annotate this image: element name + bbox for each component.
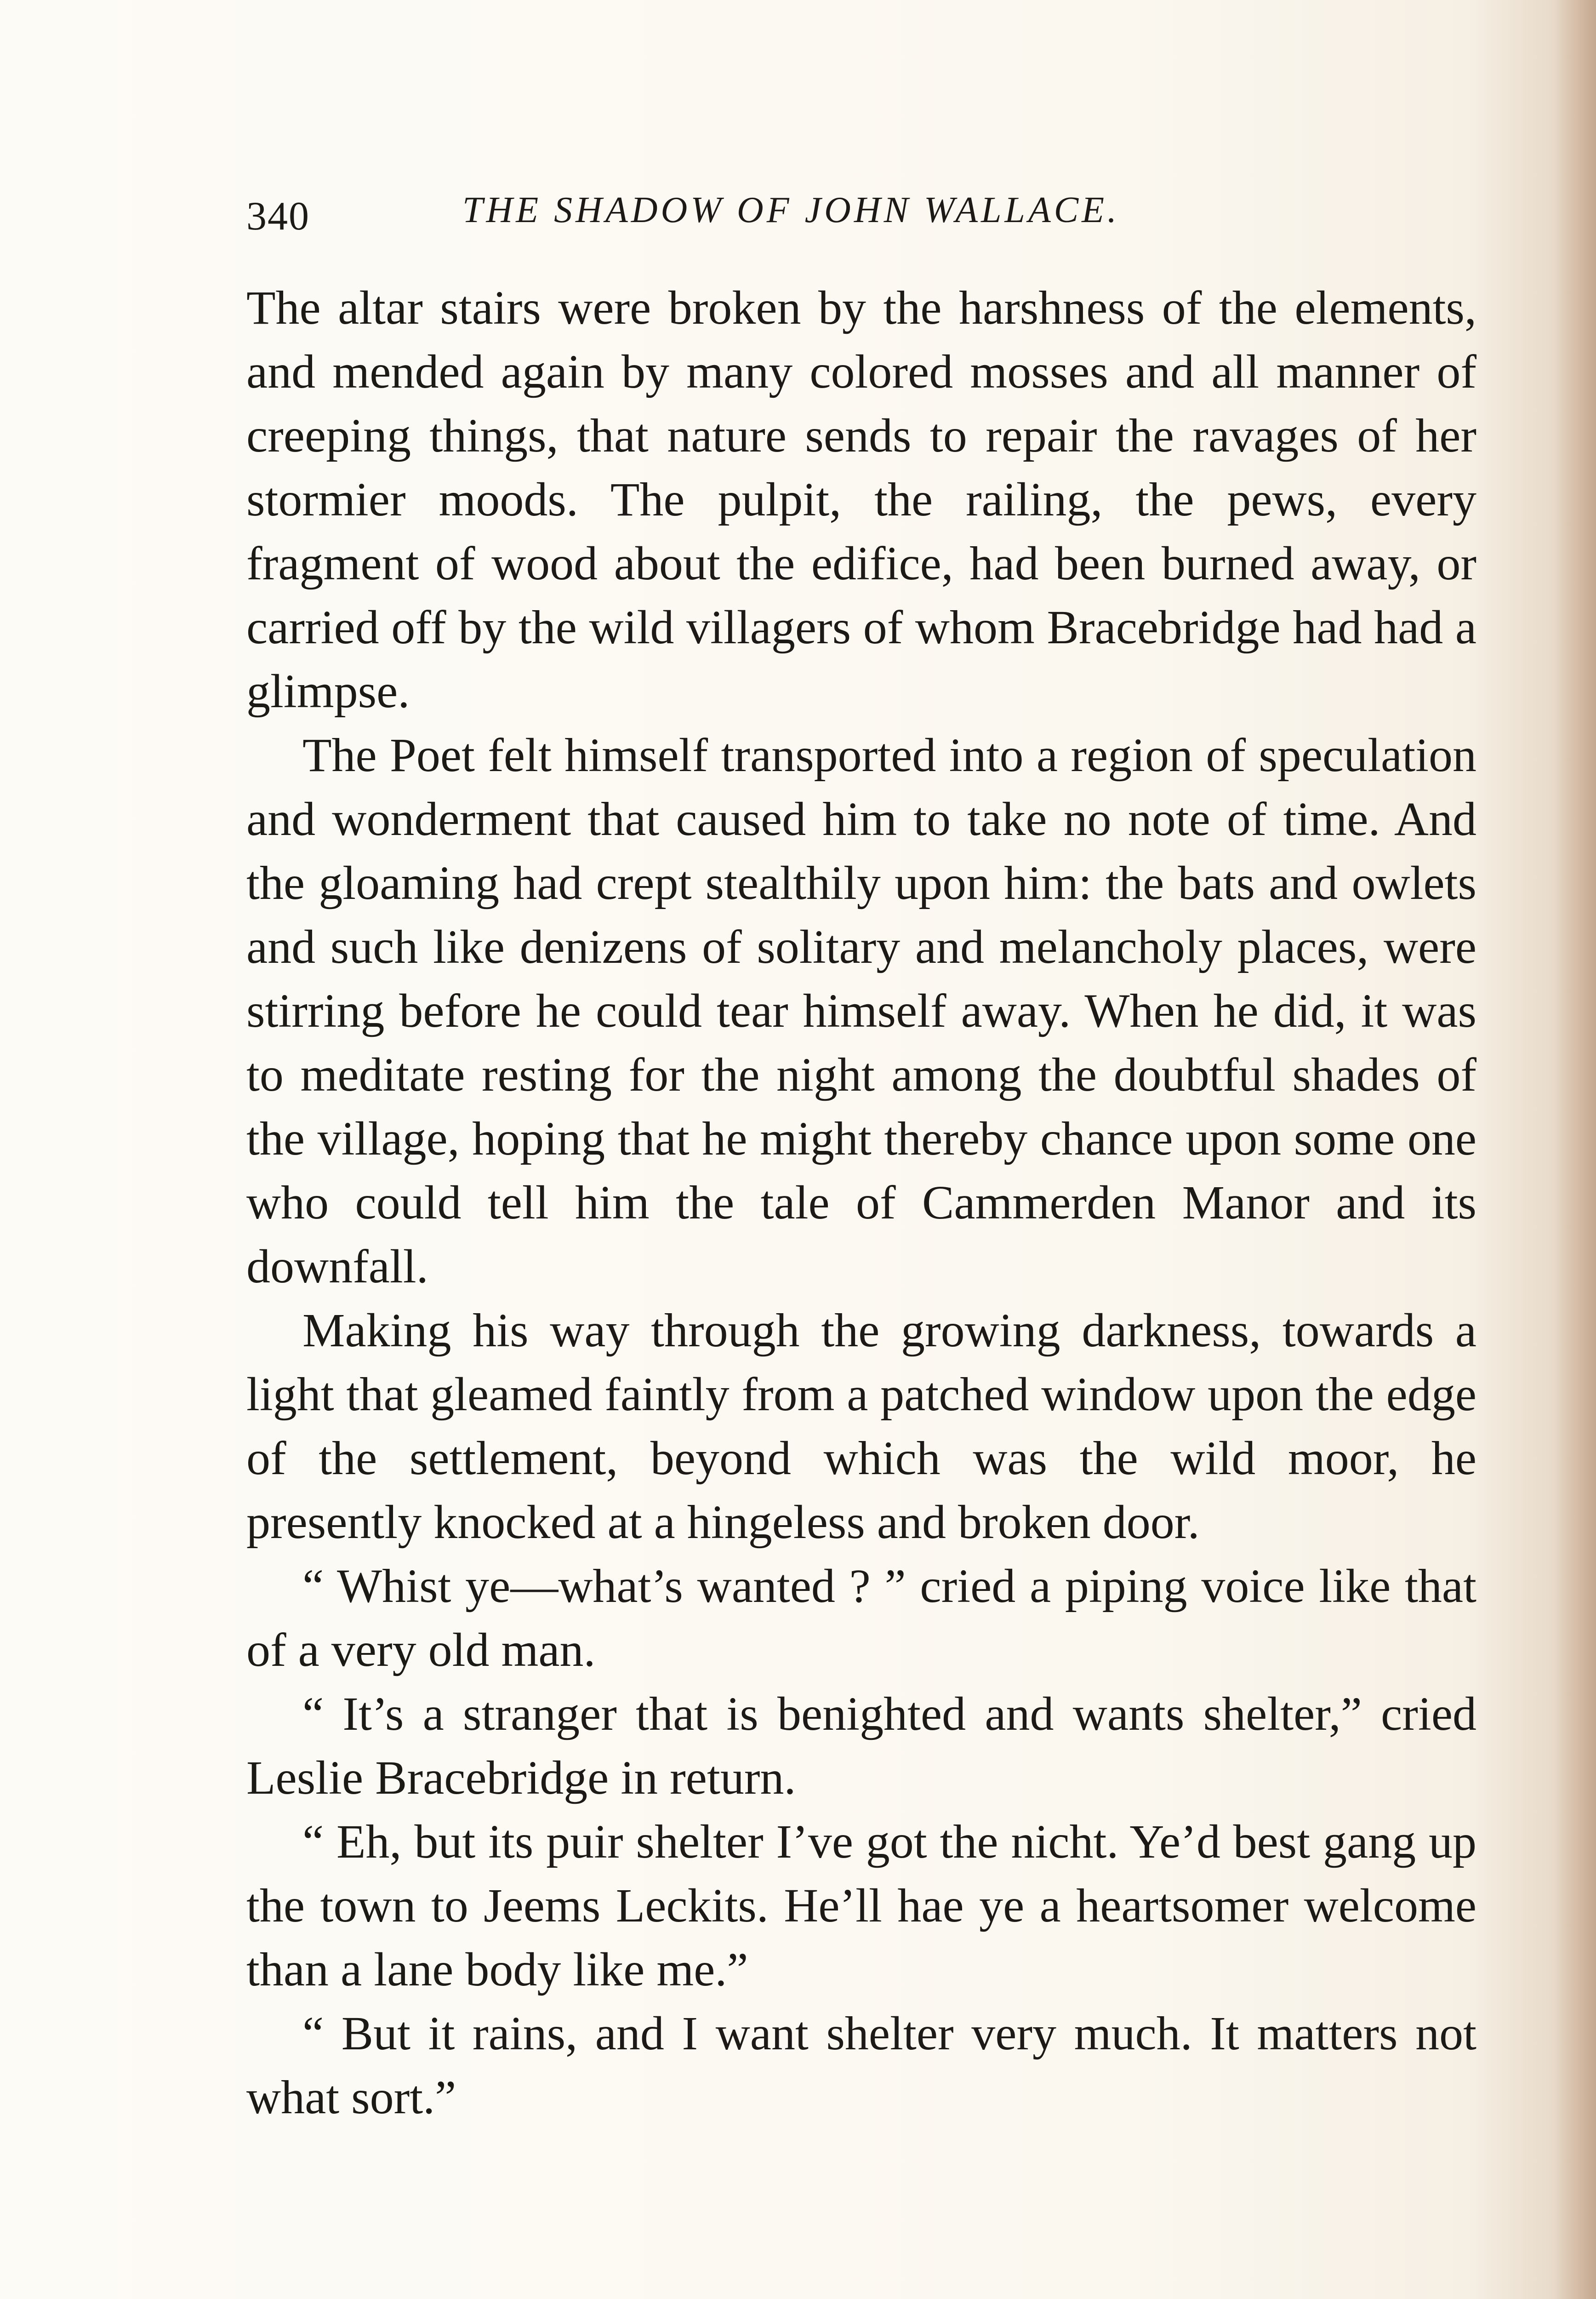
page-number: 340 <box>246 194 310 239</box>
running-title: THE SHADOW OF JOHN WALLACE. <box>462 190 1120 230</box>
paragraph: “ Eh, but its puir shelter I’ve got the nicht. Ye’d best gang up the town to Jeems Leckits. He’ll hae ye a heartsomer welcome than a lane body like me.” <box>246 1815 1476 1996</box>
paragraph: The altar stairs were broken by the harshness of the elements, and mended again by many colored mosses and all manner of creeping things, that nature sends to repair the ravages of her stormier moods. The pulpit, the railing, the pews, every fragment of wood about the edifice, had been burned away, or carried off by the wild villagers of whom Bracebridge had had a glimpse. <box>246 281 1476 718</box>
paragraph: “ But it rains, and I want shelter very much. It matters not what sort.” <box>246 2007 1476 2124</box>
page-edge-shadow <box>1555 0 1596 2299</box>
paragraph: Making his way through the growing darkness, towards a light that gleamed faintly from a patched window upon the edge of the settlement, beyond which was the wild moor, he presently knocked at a hingeless and broken door. <box>246 1304 1476 1549</box>
running-head <box>246 184 1262 239</box>
paragraph: “ It’s a stranger that is benighted and wants shelter,” cried Leslie Bracebridge in return. <box>246 1687 1476 1804</box>
paragraph: The Poet felt himself transported into a region of speculation and wonderment that caused him to take no note of time. And the gloaming had crept stealthily upon him: the bats and owlets and such like denizens of solitary and melancholy places, were stirring before he could tear himself away. When he did, it was to meditate resting for the night among the doubtful shades of the village, hoping that he might thereby chance upon some one who could tell him the tale of Cammerden Manor and its downfall. <box>246 729 1476 1293</box>
paragraph: “ Whist ye—what’s wanted ? ” cried a piping voice like that of a very old man. <box>246 1560 1476 1676</box>
body-text <box>246 276 1476 2129</box>
